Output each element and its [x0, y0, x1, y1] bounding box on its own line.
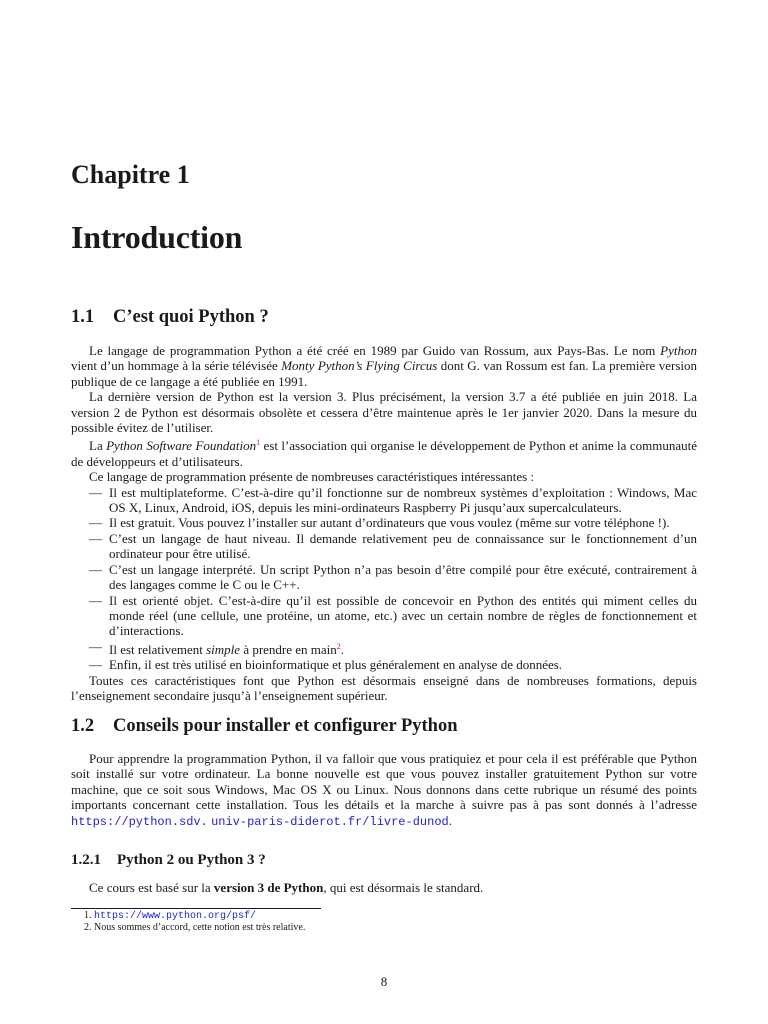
paragraph	[71, 751, 697, 830]
list-item	[71, 639, 697, 657]
emphasis-python: Python	[660, 343, 697, 358]
text: La	[89, 438, 107, 454]
paragraph: Toutes ces caractéristiques font que Python est désormais enseigné dans de nombreuses formations, depuis l’enseignement secondaire jusqu’à l’enseignement supérieur.	[71, 672, 697, 703]
list-item: — C’est un langage interprété. Un script Python n’a pas besoin d’être compilé pour être exécuté, contrairement à des langages comme le C ou le C++.	[71, 562, 697, 593]
install-guide-link[interactable]: univ-paris-diderot.fr/livre-dunod	[211, 814, 449, 829]
section-heading-1-2	[71, 716, 458, 737]
text: à prendre en main	[240, 641, 337, 657]
footnote-ref-2[interactable]: 2	[336, 641, 341, 651]
section-title: Conseils pour installer et configurer Python	[113, 716, 458, 736]
section-1-2-body	[71, 751, 697, 830]
text: vient d’un hommage à la série télévisée	[71, 358, 282, 374]
bold-version: version 3 de Python	[213, 880, 324, 895]
section-number: 1.2	[71, 716, 95, 736]
page-number: 8	[380, 974, 388, 989]
footnote-number: 1.	[84, 910, 92, 921]
chapter-label: Chapitre 1	[71, 160, 190, 189]
list-item: — Il est multiplateforme. C’est-à-dire qu’il fonctionne sur de nombreux systèmes d’exploitation : Windows, Mac OS X, Linux, Android, iOS, depuis les mini-ordinateurs Raspberry Pi jusqu’aux supercalculateurs.	[71, 485, 697, 516]
paragraph	[71, 343, 697, 389]
footnote-rule	[71, 908, 321, 909]
text: Il est relativement	[109, 641, 207, 657]
install-guide-link[interactable]: https://python.sdv.	[71, 814, 208, 829]
list-item: — Il est gratuit. Vous pouvez l’installer sur autant d’ordinateurs que vous voulez (même sur votre téléphone !).	[71, 515, 697, 530]
footnote-number: 2.	[84, 922, 92, 933]
list-item: — Enfin, il est très utilisé en bioinformatique et plus généralement en analyse de données.	[71, 657, 697, 672]
section-title: C’est quoi Python ?	[113, 307, 269, 327]
features-list	[71, 485, 697, 673]
section-1-1-body	[71, 343, 697, 703]
subsection-title: Python 2 ou Python 3 ?	[117, 852, 266, 868]
text: est l’association qui organise le développement de Python et anime la communauté de développeurs et d’utilisateurs.	[71, 438, 697, 469]
text: , qui est désormais le standard.	[323, 880, 484, 895]
text: dont G. van Rossum est fan. La première version publique de ce langage a été publiée en 1991.	[71, 358, 698, 389]
paragraph	[71, 435, 697, 469]
list-item: — C’est un langage de haut niveau. Il demande relativement peu de connaissance sur le fonctionnement d’un ordinateur pour être utilisé.	[71, 531, 697, 562]
footnote-text: Nous sommes d’accord, cette notion est très relative.	[94, 922, 306, 933]
text: Pour apprendre la programmation Python, il va falloir que vous pratiquiez et pour cela il est préférable que Python soit installé sur votre ordinateur. La bonne nouvelle est que vous pouvez installer gratuitement Python sur votre machine, que ce soit sous Windows, Mac OS X ou Linux. Nous donnons dans cette rubrique un résumé des points importants concernant cette installation. Tous les détails et la marche à suivre pas à pas sont donnés à l’adresse	[71, 751, 697, 813]
emphasis-psf: Python Software Foundation	[106, 438, 257, 454]
list-item: — Il est orienté objet. C’est-à-dire qu’il est possible de concevoir en Python des entités qui miment celles du monde réel (une cellule, une protéine, un atome, etc.) avec un certain nombre de règles de fonctionnement et d’interactions.	[71, 593, 697, 639]
chapter-title: Introduction	[71, 219, 243, 255]
emphasis-simple: simple	[206, 641, 241, 657]
paragraph	[71, 880, 697, 895]
subsection-heading-1-2-1	[71, 852, 266, 869]
text: Le langage de programmation Python a été créé en 1989 par Guido van Rossum, aux Pays-Bas. Le nom	[89, 343, 661, 358]
subsection-number: 1.2.1	[71, 852, 101, 868]
text: .	[448, 812, 452, 828]
text: Ce cours est basé sur la	[89, 880, 214, 895]
footnote-2	[84, 922, 305, 934]
footnote-link[interactable]: https://www.python.org/psf/	[94, 911, 257, 922]
emphasis-show-title: Monty Python’s Flying Circus	[281, 358, 438, 374]
section-heading-1-1	[71, 307, 269, 328]
footnote-ref-1[interactable]: 1	[256, 438, 261, 448]
paragraph: La dernière version de Python est la version 3. Plus précisément, la version 3.7 a été publiée en juin 2018. La version 2 de Python est désormais obsolète et cessera d’être maintenue après le 1er janvier 2020. Dans la mesure du possible évitez de l’utiliser.	[71, 389, 697, 436]
paragraph: Ce langage de programmation présente de nombreuses caractéristiques intéressantes :	[89, 469, 535, 485]
section-number: 1.1	[71, 307, 95, 327]
text: .	[340, 641, 345, 657]
subsection-body	[71, 880, 697, 895]
